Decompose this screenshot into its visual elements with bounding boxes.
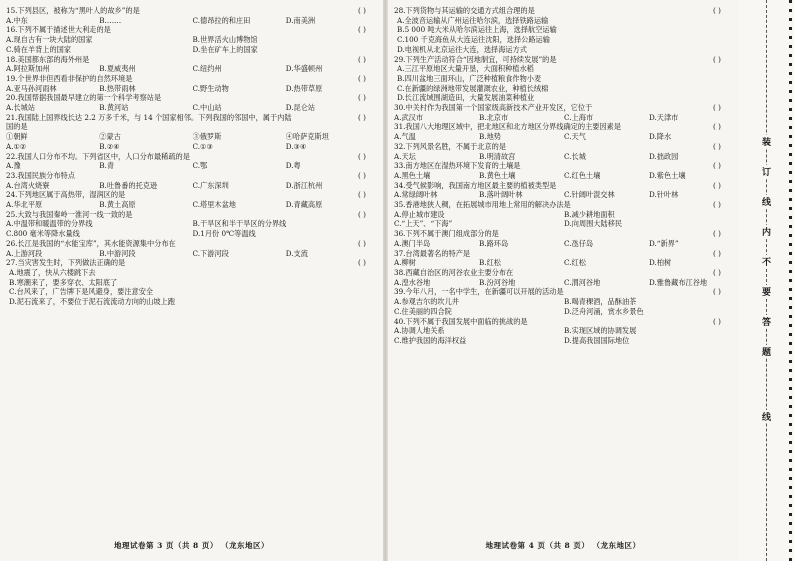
question-item	[394, 229, 734, 248]
answer-option[interactable]: B.北京市	[479, 112, 509, 122]
answer-option[interactable]: C.维护我国的海洋权益	[394, 335, 467, 345]
question-item	[394, 249, 734, 268]
answer-option[interactable]: B.实现区域的协调发展	[564, 326, 637, 336]
answer-option[interactable]: C.天气	[564, 132, 586, 142]
answer-parentheses[interactable]: ( )	[713, 141, 721, 151]
answer-option[interactable]: A.台湾火烧寮	[6, 180, 50, 190]
answer-parentheses[interactable]: ( )	[358, 209, 366, 219]
binding-char: 线	[759, 195, 774, 208]
answer-parentheses[interactable]: ( )	[713, 248, 721, 258]
question-stem: 38.西藏自治区的河谷农业主要分布在	[394, 267, 514, 277]
answer-option[interactable]: D.拙政园	[649, 151, 679, 161]
answer-option[interactable]: D.向周围大陆移民	[564, 219, 623, 229]
question-stem: 37.台湾最著名的特产是	[394, 248, 471, 258]
question-stem-line	[6, 74, 379, 84]
answer-option[interactable]: A.黑色土壤	[394, 170, 431, 180]
answer-parentheses[interactable]: ( )	[358, 25, 366, 35]
answer-option[interactable]: C.塔里木盆地	[192, 200, 236, 210]
question-stem-line	[394, 161, 734, 171]
answer-option[interactable]: D.支流	[285, 248, 308, 258]
answer-parentheses[interactable]: ( )	[713, 267, 721, 277]
left-question-column	[6, 6, 379, 307]
question-item	[6, 210, 379, 239]
answer-option[interactable]: C.鄂	[192, 161, 208, 171]
answer-parentheses[interactable]: ( )	[358, 170, 366, 180]
answer-option[interactable]: A.中东	[6, 15, 28, 25]
answer-option[interactable]: B.寒潮来了，要多穿衣、太阳底了	[9, 277, 118, 287]
question-item	[6, 239, 379, 258]
question-item	[394, 122, 734, 141]
question-stem: 20.我国帮据我国最早建立的第一个科学考察站是	[6, 93, 162, 103]
question-stem: 27.当灾害发生时，下列做法正确的是	[6, 258, 126, 268]
question-stem: 21.我国陆上国界线长达 2.2 万多千米，与 14 个国家相邻。下列我国的邻国中，属于内陆	[6, 112, 292, 122]
answer-option[interactable]: A.天坛	[394, 151, 416, 161]
answer-parentheses[interactable]: ( )	[713, 103, 721, 113]
option-row	[6, 35, 379, 45]
right-exam-page	[388, 0, 738, 561]
answer-option[interactable]: B.5 000 吨大米从哈尔滨运往上海，选择航空运输	[397, 25, 557, 35]
answer-option[interactable]: A.上游河段	[6, 248, 43, 258]
answer-option[interactable]: C.骑在羊背上的国家	[6, 44, 72, 54]
answer-option[interactable]: A.①②	[6, 141, 27, 151]
answer-option[interactable]: C.台风来了，广告牌下是风避身，要注意安全	[9, 287, 154, 297]
answer-option[interactable]: D.柏树	[649, 258, 672, 268]
answer-option[interactable]: C.100 千克海鱼从大连运往沈阳，选择公路运输	[397, 35, 550, 45]
binding-dashed-line	[766, 0, 767, 561]
question-stem-line	[394, 229, 734, 239]
option-row	[394, 297, 734, 307]
answer-option[interactable]: C.800 毫米等降水量线	[6, 229, 80, 239]
question-stem: 22.我国人口分布不均。下列省区中，人口分布最稀疏的是	[6, 151, 190, 161]
question-stem-line	[394, 249, 734, 259]
binding-char: 不	[759, 255, 774, 268]
answer-option[interactable]: B.②④	[99, 141, 120, 151]
binding-char: 要	[759, 285, 774, 298]
answer-option[interactable]: D.南美洲	[285, 15, 316, 25]
answer-parentheses[interactable]: ( )	[358, 190, 366, 200]
option-row	[394, 152, 734, 162]
binding-char: 订	[759, 165, 774, 178]
answer-option[interactable]: D.针叶林	[649, 190, 679, 200]
option-row	[394, 258, 734, 268]
question-item	[394, 55, 734, 104]
answer-parentheses[interactable]: ( )	[358, 258, 366, 268]
answer-parentheses[interactable]: ( )	[358, 54, 366, 64]
option-row	[6, 142, 379, 152]
answer-option[interactable]: D.长江流域围湖造田，大量发展油菜种植业	[397, 93, 535, 103]
answer-option[interactable]: C.中山站	[192, 103, 222, 113]
question-item	[394, 200, 734, 229]
right-question-column	[394, 6, 734, 346]
answer-parentheses[interactable]: ( )	[358, 73, 366, 83]
answer-option[interactable]: D.泥石流来了，不要位于泥石流流动方向的山坡上跑	[9, 297, 175, 307]
answer-option[interactable]: C.纽约州	[192, 64, 222, 74]
answer-option[interactable]: A.豫	[6, 161, 21, 171]
answer-option[interactable]: A.全波音运输从广州运往哈尔滨，选择铁路运输	[397, 15, 549, 25]
binding-char: 内	[759, 225, 774, 238]
answer-option[interactable]: B.四川盆地三面环山，广泛种植粮食作物小麦	[397, 73, 542, 83]
question-stem: 29.下列生产活动符合“因地制宜，可持续发展”的是	[394, 54, 557, 64]
answer-option[interactable]: B.干旱区和半干旱区的分界线	[192, 219, 287, 229]
question-item	[394, 103, 734, 122]
question-stem: 19.个世界非但西看非保护的自然环境是	[6, 73, 133, 83]
answer-option[interactable]: D.提高我国国际地位	[564, 335, 630, 345]
option-row	[6, 64, 379, 74]
option-row	[394, 210, 734, 220]
question-stem: 25.大致与我国秦岭一淮河一线一致的是	[6, 209, 133, 219]
answer-option[interactable]: C.广东深圳	[192, 180, 229, 190]
question-stem: 39.今年八月，一名中学生，在新疆可以开展的活动是	[394, 287, 564, 297]
answer-option[interactable]: D.“新界”	[649, 238, 679, 248]
question-stem: 16.下列不属于描述世大利走的是	[6, 25, 111, 35]
answer-option[interactable]: B.吐鲁番的托克逊	[99, 180, 158, 190]
question-item	[394, 268, 734, 287]
question-stem: 33.南方地区在湿热环境下发育的土壤是	[394, 161, 521, 171]
answer-option[interactable]: ③俄罗斯	[192, 132, 222, 142]
answer-option[interactable]: D.昆仑站	[285, 103, 316, 113]
question-stem: 32.下列风景名胜，不属于北京的是	[394, 141, 507, 151]
answer-option[interactable]: A.湟水谷地	[394, 277, 431, 287]
answer-option[interactable]: C.红色土壤	[564, 170, 601, 180]
question-item	[6, 74, 379, 93]
question-stem-line	[6, 171, 379, 181]
answer-option[interactable]: B.黄色土壤	[479, 170, 516, 180]
answer-option[interactable]: B.喝青稞酒，品酥油茶	[564, 297, 637, 307]
option-row	[394, 307, 734, 317]
answer-option[interactable]: D.紫色土壤	[649, 170, 686, 180]
answer-option[interactable]: D.天津市	[649, 112, 679, 122]
option-row	[394, 190, 734, 200]
answer-option[interactable]: B.青	[99, 161, 115, 171]
answer-option[interactable]: C.红松	[564, 258, 586, 268]
question-item	[394, 181, 734, 200]
left-page-footer: 地理试卷第 3 页（共 8 页） （龙东地区）	[114, 541, 269, 550]
answer-option[interactable]: C.住美丽的四合院	[394, 306, 452, 316]
answer-option[interactable]: B.汾河谷地	[479, 277, 516, 287]
answer-option[interactable]: A.现自古有一块大陆的国家	[6, 35, 93, 45]
answer-option[interactable]: D.坐在矿车上的国家	[192, 44, 258, 54]
question-stem-line	[6, 190, 379, 200]
question-stem: 40.下列不属于我国发展中面临的挑战的是	[394, 316, 528, 326]
option-row	[6, 16, 379, 26]
option-row	[6, 219, 379, 229]
answer-option[interactable]: D.1月份 0℃等温线	[192, 229, 256, 239]
question-stem: 24.下列地区属于高热带，湿润区的是	[6, 190, 126, 200]
question-stem: 30.中关村作为我国第一个国家级高新技术产业开发区，它位于	[394, 103, 593, 113]
answer-option[interactable]: C.在新疆的绿洲地带发展灌溉农业，种植长绒棉	[397, 83, 549, 93]
answer-option[interactable]: A.停止城市建设	[394, 209, 445, 219]
option-row	[6, 200, 379, 210]
answer-option[interactable]: A.地震了，快从六楼跳下去	[9, 267, 96, 277]
answer-option[interactable]: A.协调人地关系	[394, 326, 445, 336]
binding-strip	[738, 0, 794, 561]
answer-option[interactable]: A.气温	[394, 132, 416, 142]
question-stem-line	[394, 287, 734, 297]
question-item	[6, 55, 379, 74]
answer-option[interactable]: D.华盛顿州	[285, 64, 323, 74]
question-stem: 36.下列不属于澳门组成部分的是	[394, 229, 499, 239]
answer-option[interactable]: A.亚马孙河雨林	[6, 83, 57, 93]
answer-option[interactable]: A.长城站	[6, 103, 36, 113]
answer-option[interactable]: B.黄土高原	[99, 200, 136, 210]
question-item	[6, 93, 379, 112]
answer-parentheses[interactable]: ( )	[713, 287, 721, 297]
answer-option[interactable]: D.热带草原	[285, 83, 323, 93]
question-stem: 31.我国八大地理区域中，把北地区和北方地区分界线确定的主要因素是	[394, 122, 622, 132]
answer-parentheses[interactable]: ( )	[358, 151, 366, 161]
answer-option[interactable]: A.参观吉尔的坎儿井	[394, 297, 459, 307]
answer-option[interactable]: B.落叶阔叶林	[479, 190, 523, 200]
question-item	[6, 171, 379, 190]
answer-option[interactable]: A.澳门半岛	[394, 238, 431, 248]
question-stem-line	[6, 258, 379, 268]
answer-option[interactable]: B.黄河站	[99, 103, 129, 113]
option-row	[394, 326, 734, 336]
question-item	[394, 287, 734, 316]
answer-option[interactable]: D.泛舟河涌，赏水乡景色	[564, 306, 644, 316]
answer-parentheses[interactable]: ( )	[713, 229, 721, 239]
answer-option[interactable]: B.中游河段	[99, 248, 136, 258]
answer-option[interactable]: D.粤	[285, 161, 301, 171]
answer-option[interactable]: C.野生动物	[192, 83, 229, 93]
binding-char: 装	[759, 135, 774, 148]
question-item	[6, 152, 379, 171]
question-item	[6, 113, 379, 152]
option-row	[6, 229, 379, 239]
question-stem-line	[394, 317, 734, 327]
left-exam-page	[0, 0, 383, 561]
question-stem-line	[394, 55, 734, 65]
question-item	[6, 25, 379, 54]
answer-option[interactable]: B.地势	[479, 132, 501, 142]
question-stem-line	[6, 210, 379, 220]
option-row	[6, 45, 379, 55]
answer-option[interactable]: B.……	[99, 15, 122, 25]
answer-option[interactable]: B.夏威夷州	[99, 64, 136, 74]
question-stem: 23.我国民族分布特点	[6, 170, 75, 180]
answer-option[interactable]: D.浙江杭州	[285, 180, 323, 190]
answer-option[interactable]: C.①③	[192, 141, 213, 151]
answer-option[interactable]: C.渭河谷地	[564, 277, 601, 287]
right-page-footer: 地理试卷第 4 页（共 8 页） （龙东地区）	[485, 541, 641, 550]
option-row	[394, 113, 734, 123]
question-item	[394, 317, 734, 346]
question-stem: 34.受气候影响，我国南方地区最主要的植被类型是	[394, 180, 557, 190]
answer-option[interactable]: B.热带雨林	[99, 83, 136, 93]
answer-option[interactable]: D.降水	[649, 132, 672, 142]
answer-option[interactable]: B.红松	[479, 258, 501, 268]
question-stem-line	[6, 25, 379, 35]
answer-option[interactable]: A.三江平原地区大量开垦，大面积种植水稻	[397, 64, 534, 74]
option-row	[6, 181, 379, 191]
answer-option[interactable]: C.下游河段	[192, 248, 229, 258]
question-stem-line	[394, 268, 734, 278]
answer-option[interactable]: C.针阔叶混交林	[564, 190, 615, 200]
binding-char: 题	[759, 345, 774, 358]
question-stem-line	[6, 55, 379, 65]
option-row	[6, 132, 379, 142]
answer-option[interactable]: ①朝鲜	[6, 132, 28, 142]
option-row	[394, 132, 734, 142]
answer-option[interactable]: C.上海市	[564, 112, 594, 122]
question-stem: 18.美国都东部的海外州是	[6, 54, 90, 64]
answer-option[interactable]: A.中温带和暖温带的分界线	[6, 219, 93, 229]
question-item	[394, 6, 734, 55]
option-row	[394, 171, 734, 181]
option-row	[6, 249, 379, 259]
answer-parentheses[interactable]: ( )	[358, 238, 366, 248]
answer-option[interactable]: A.常绿阔叶林	[394, 190, 438, 200]
answer-option[interactable]: C.氹仔岛	[564, 238, 594, 248]
answer-option[interactable]: C.“上天”、“下海”	[394, 219, 453, 229]
question-stem-line	[6, 239, 379, 249]
answer-option[interactable]: C.德昂拉的和庄田	[192, 15, 251, 25]
question-item	[394, 142, 734, 161]
question-stem: 35.香港地狭人稠，在拓展城市用地上常用的解决办法是	[394, 200, 571, 210]
answer-parentheses[interactable]: ( )	[713, 161, 721, 171]
question-stem-continued: 国的是	[6, 122, 28, 132]
perforation-edge	[789, 0, 792, 561]
answer-parentheses[interactable]: ( )	[713, 122, 721, 132]
answer-parentheses[interactable]: ( )	[713, 200, 721, 210]
option-row	[6, 103, 379, 113]
question-stem-line	[394, 6, 734, 16]
question-item	[6, 6, 379, 25]
answer-option[interactable]: C.长城	[564, 151, 586, 161]
answer-option[interactable]: A.华北平原	[6, 200, 43, 210]
question-stem-line	[394, 122, 734, 132]
answer-option[interactable]: D.雅鲁藏布江谷地	[649, 277, 708, 287]
answer-option[interactable]: A.柳树	[394, 258, 416, 268]
answer-option[interactable]: A.阿拉斯加州	[6, 64, 50, 74]
question-item	[6, 258, 379, 307]
question-stem-line	[394, 103, 734, 113]
question-stem-line	[394, 142, 734, 152]
option-row	[394, 239, 734, 249]
question-stem: 15.下列县区，被称为“黑叶人的故乡”的是	[6, 6, 140, 15]
question-stem-line	[6, 6, 379, 16]
question-item	[6, 190, 379, 209]
answer-option[interactable]: B.路环岛	[479, 238, 509, 248]
answer-option[interactable]: B.减少耕地面积	[564, 209, 615, 219]
answer-parentheses[interactable]: ( )	[358, 93, 366, 103]
answer-parentheses[interactable]: ( )	[713, 316, 721, 326]
question-stem-line	[6, 93, 379, 103]
question-stem-line	[394, 181, 734, 191]
answer-option[interactable]: B.明清故宫	[479, 151, 516, 161]
answer-option[interactable]: ②蒙古	[99, 132, 121, 142]
answer-option[interactable]: D.青藏高原	[285, 200, 323, 210]
option-row	[6, 84, 379, 94]
option-row	[394, 336, 734, 346]
answer-parentheses[interactable]: ( )	[358, 6, 366, 15]
question-stem-line	[6, 113, 379, 123]
answer-parentheses[interactable]: ( )	[358, 112, 366, 122]
answer-option[interactable]: A.武汉市	[394, 112, 424, 122]
option-row	[394, 278, 734, 288]
answer-parentheses[interactable]: ( )	[713, 180, 721, 190]
answer-parentheses[interactable]: ( )	[713, 6, 721, 15]
option-row	[6, 161, 379, 171]
question-stem-line	[394, 200, 734, 210]
question-stem: 26.长江是我国的“水能宝库”，其水能资源集中分布在	[6, 238, 176, 248]
binding-char: 答	[759, 315, 774, 328]
question-stem: 28.下列货物与其运输的交通方式组合理的是	[394, 6, 535, 15]
answer-option[interactable]: ④哈萨克斯坦	[285, 132, 329, 142]
answer-parentheses[interactable]: ( )	[713, 54, 721, 64]
binding-side-char: 线	[759, 410, 774, 423]
answer-option[interactable]: B.世界活火山博物馆	[192, 35, 258, 45]
question-item	[394, 161, 734, 180]
question-stem-line	[6, 152, 379, 162]
answer-option[interactable]: D.电视机从北京运往大连，选择海运方式	[397, 44, 527, 54]
answer-option[interactable]: D.③④	[285, 141, 307, 151]
option-row	[394, 219, 734, 229]
